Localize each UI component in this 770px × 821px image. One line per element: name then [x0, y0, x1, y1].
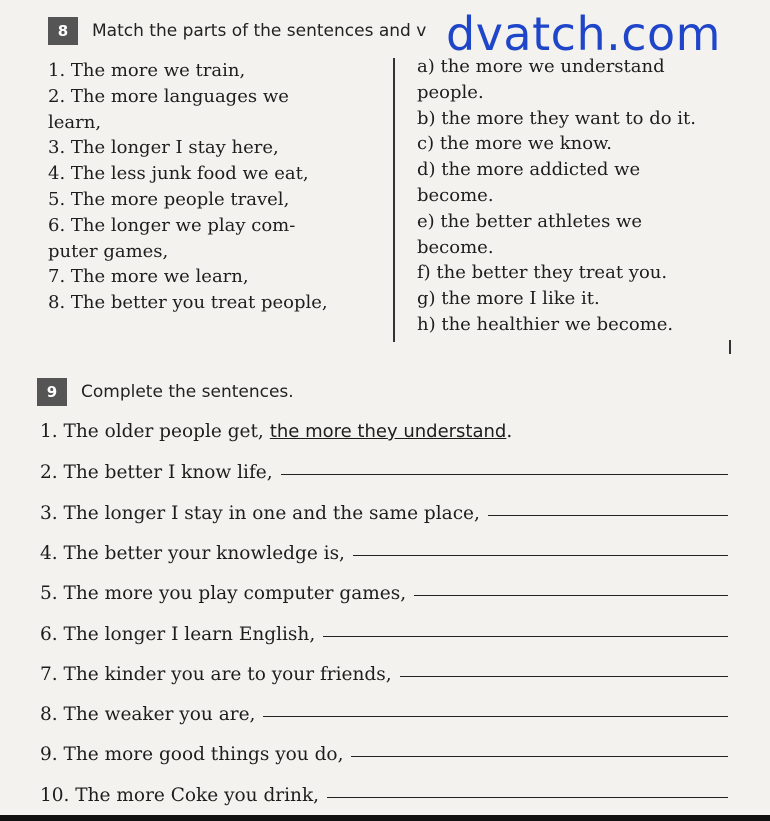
sentence-text: 7. The kinder you are to your friends, [40, 664, 392, 685]
left-line: 4. The less junk food we eat, [48, 163, 309, 185]
sentence-text: 10. The more Coke you drink, [40, 785, 320, 806]
answer-blank-line[interactable] [351, 755, 728, 757]
answer-blank-line[interactable] [281, 473, 728, 475]
right-line: g) the more I like it. [417, 288, 600, 310]
sentence-text: 8. The weaker you are, [40, 704, 256, 725]
sentence-text: 5. The more you play computer games, [40, 583, 407, 604]
sentence-3 [40, 503, 728, 524]
sentence-answer: the more they understand [269, 421, 507, 442]
right-line: people. [417, 81, 484, 103]
sentence-10 [40, 785, 728, 806]
sentence-end: . [506, 421, 513, 442]
left-line: learn, [48, 111, 102, 133]
answer-blank-line[interactable] [414, 594, 728, 596]
exercise-9-number: 9 [37, 378, 67, 406]
sentence-text: 2. The better I know life, [40, 462, 273, 483]
answer-blank-line[interactable] [353, 554, 728, 556]
left-line: 8. The better you treat people, [48, 292, 328, 314]
right-line: e) the better athletes we [417, 210, 643, 232]
watermark-text: dvatch.com [440, 6, 727, 62]
answer-blank-line[interactable] [327, 796, 728, 798]
right-line: h) the healthier we become. [417, 313, 674, 335]
exercise-9-header [37, 378, 294, 406]
exercise-8-number: 8 [48, 17, 78, 45]
column-divider [393, 58, 395, 342]
right-line: b) the more they want to do it. [417, 107, 696, 129]
exercise-8-title: Match the parts of the sentences and v [92, 21, 427, 41]
sentence-text: 9. The more good things you do, [40, 744, 344, 765]
exercise-8-right-column [417, 54, 737, 338]
margin-tick [729, 340, 731, 354]
left-line: 7. The more we learn, [48, 266, 249, 288]
left-line: 3. The longer I stay here, [48, 137, 279, 159]
exercise-8-left-column [48, 58, 383, 316]
left-line: 1. The more we train, [48, 60, 246, 81]
bottom-edge-bar [0, 815, 770, 821]
sentence-7 [40, 664, 728, 685]
sentence-9 [40, 744, 728, 765]
answer-blank-line[interactable] [400, 675, 728, 677]
left-line: 5. The more people travel, [48, 188, 290, 210]
right-line: a) the more we understand [417, 56, 665, 77]
sentence-text: 4. The better your knowledge is, [40, 543, 345, 564]
left-line: puter games, [48, 240, 169, 262]
sentence-text: 6. The longer I learn English, [40, 624, 316, 645]
answer-blank-line[interactable] [488, 514, 728, 516]
sentence-2 [40, 462, 728, 483]
sentence-4 [40, 543, 728, 564]
sentence-1 [40, 421, 570, 442]
right-line: c) the more we know. [417, 133, 613, 155]
right-line: d) the more addicted we [417, 159, 641, 181]
right-line: f) the better they treat you. [417, 262, 668, 284]
answer-blank-line[interactable] [263, 715, 728, 717]
sentence-8 [40, 704, 728, 725]
left-line: 6. The longer we play com- [48, 214, 296, 236]
sentence-text: 1. The older people get, [40, 421, 264, 442]
sentence-5 [40, 583, 728, 604]
exercise-8-header [48, 17, 426, 45]
answer-blank-line[interactable] [323, 635, 728, 637]
sentence-text: 3. The longer I stay in one and the same place, [40, 503, 480, 524]
exercise-9-title: Complete the sentences. [81, 382, 294, 402]
right-line: become. [417, 184, 494, 206]
left-line: 2. The more languages we [48, 85, 289, 107]
right-line: become. [417, 236, 494, 258]
sentence-6 [40, 624, 728, 645]
